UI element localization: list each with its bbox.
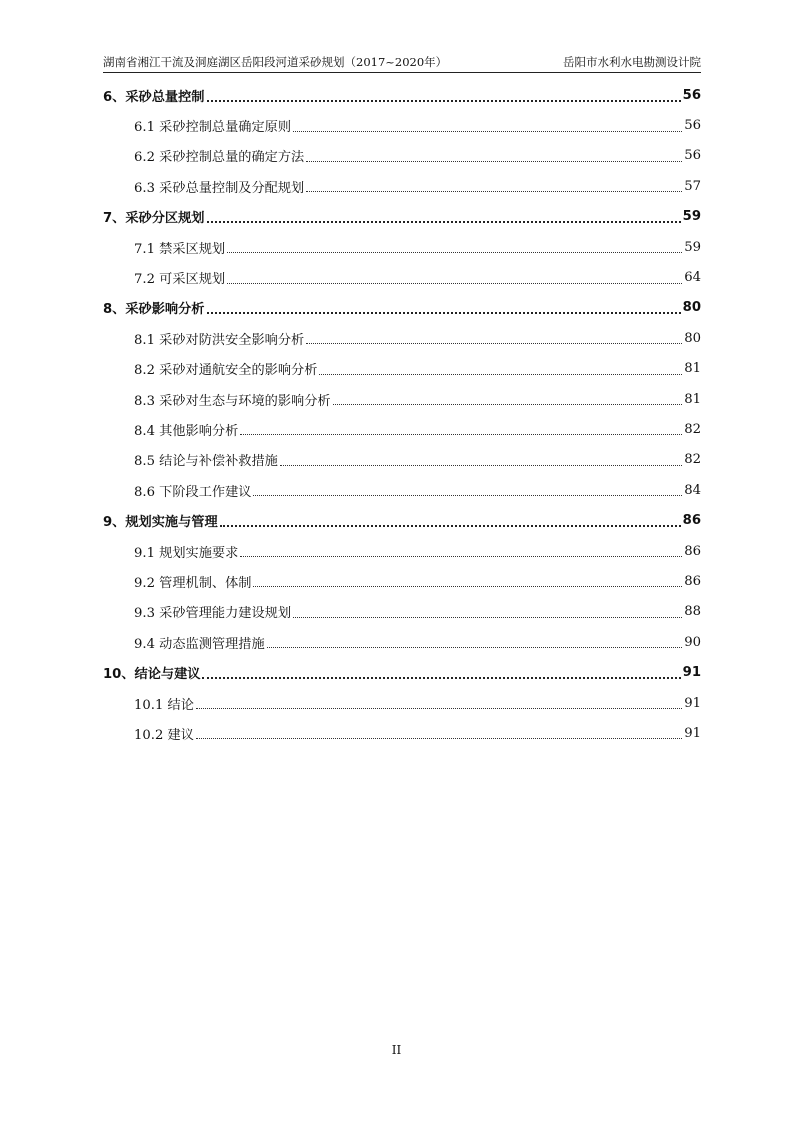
- toc-chapter-entry[interactable]: [103, 202, 701, 232]
- toc-entry-page: 91: [684, 695, 701, 711]
- toc-entry-title: 8.5 结论与补偿补救措施: [134, 454, 278, 470]
- toc-section-entry[interactable]: [103, 110, 701, 140]
- toc-section-entry[interactable]: [103, 171, 701, 201]
- toc-section-entry[interactable]: [103, 354, 701, 384]
- toc-entry-page: 56: [684, 118, 701, 134]
- toc-entry-page: 84: [684, 482, 701, 498]
- toc-entry-page: 56: [684, 148, 701, 164]
- toc-section-entry[interactable]: [103, 688, 701, 718]
- toc-entry-title: 10.1 结论: [134, 697, 194, 713]
- toc-entry-page: 80: [682, 300, 701, 316]
- toc-entry-page: 90: [684, 634, 701, 650]
- toc-dot-leader: [196, 737, 682, 739]
- toc-chapter-entry[interactable]: [103, 505, 701, 535]
- toc-dot-leader: [293, 130, 682, 132]
- toc-entry-title: 10.2 建议: [134, 727, 194, 743]
- toc-entry-title: 7、采砂分区规划: [103, 211, 205, 227]
- toc-entry-title: 9.2 管理机制、体制: [134, 575, 252, 591]
- toc-entry-page: 64: [684, 270, 701, 286]
- toc-entry-title: 8.6 下阶段工作建议: [134, 484, 252, 500]
- toc-entry-page: 81: [684, 361, 701, 377]
- toc-entry-title: 6.3 采砂总量控制及分配规划: [134, 180, 305, 196]
- toc-entry-title: 6.1 采砂控制总量确定原则: [134, 120, 292, 136]
- toc-dot-leader: [220, 524, 681, 527]
- toc-dot-leader: [333, 403, 683, 405]
- toc-chapter-entry[interactable]: [103, 293, 701, 323]
- toc-dot-leader: [227, 282, 682, 284]
- toc-entry-title: 7.2 可采区规划: [134, 272, 226, 288]
- toc-dot-leader: [267, 646, 683, 648]
- toc-entry-title: 8.4 其他影响分析: [134, 423, 239, 439]
- toc-entry-page: 91: [684, 725, 701, 741]
- toc-section-entry[interactable]: [103, 475, 701, 505]
- toc-entry-page: 88: [684, 604, 701, 620]
- toc-entry-page: 82: [684, 452, 701, 468]
- toc-chapter-entry[interactable]: [103, 80, 701, 110]
- toc-entry-title: 8.3 采砂对生态与环境的影响分析: [134, 393, 331, 409]
- toc-entry-page: 59: [684, 239, 701, 255]
- toc-dot-leader: [280, 464, 682, 466]
- toc-chapter-entry[interactable]: [103, 657, 701, 687]
- toc-section-entry[interactable]: [103, 597, 701, 627]
- toc-dot-leader: [306, 190, 682, 192]
- toc-dot-leader: [202, 676, 680, 679]
- toc-entry-title: 8、采砂影响分析: [103, 302, 205, 318]
- toc-section-entry[interactable]: [103, 627, 701, 657]
- toc-entry-title: 8.1 采砂对防洪安全影响分析: [134, 332, 305, 348]
- toc-dot-leader: [240, 555, 682, 557]
- page-header: [103, 55, 701, 73]
- toc-entry-title: 10、结论与建议: [103, 667, 201, 683]
- toc-entry-page: 57: [684, 178, 701, 194]
- toc-dot-leader: [253, 494, 682, 496]
- toc-dot-leader: [293, 616, 682, 618]
- toc-entry-title: 8.2 采砂对通航安全的影响分析: [134, 363, 318, 379]
- toc-entry-page: 86: [684, 543, 701, 559]
- toc-entry-page: 91: [682, 665, 701, 681]
- toc-section-entry[interactable]: [103, 718, 701, 748]
- toc-entry-page: 86: [684, 573, 701, 589]
- toc-dot-leader: [319, 373, 682, 375]
- toc-dot-leader: [207, 99, 681, 102]
- toc-dot-leader: [240, 433, 682, 435]
- toc-entry-title: 6.2 采砂控制总量的确定方法: [134, 150, 305, 166]
- toc-entry-page: 80: [684, 330, 701, 346]
- toc-section-entry[interactable]: [103, 536, 701, 566]
- toc-entry-page: 82: [684, 421, 701, 437]
- toc-section-entry[interactable]: [103, 232, 701, 262]
- toc-section-entry[interactable]: [103, 445, 701, 475]
- header-document-title: 湖南省湘江干流及洞庭湖区岳阳段河道采砂规划（2017~2020年）: [103, 55, 448, 69]
- toc-dot-leader: [306, 342, 682, 344]
- table-of-contents: [103, 80, 701, 749]
- toc-entry-title: 9.1 规划实施要求: [134, 545, 239, 561]
- toc-entry-title: 9.4 动态监测管理措施: [134, 636, 265, 652]
- toc-dot-leader: [207, 311, 681, 314]
- toc-section-entry[interactable]: [103, 262, 701, 292]
- toc-dot-leader: [253, 585, 682, 587]
- toc-entry-page: 86: [682, 513, 701, 529]
- page-number: II: [391, 1043, 402, 1057]
- toc-dot-leader: [227, 251, 682, 253]
- toc-entry-page: 56: [682, 87, 701, 103]
- toc-section-entry[interactable]: [103, 566, 701, 596]
- toc-entry-page: 59: [682, 209, 701, 225]
- toc-entry-title: 6、采砂总量控制: [103, 89, 205, 105]
- toc-entry-title: 9、规划实施与管理: [103, 515, 218, 531]
- toc-section-entry[interactable]: [103, 323, 701, 353]
- toc-dot-leader: [306, 160, 682, 162]
- toc-entry-title: 9.3 采砂管理能力建设规划: [134, 606, 292, 622]
- toc-section-entry[interactable]: [103, 141, 701, 171]
- toc-entry-title: 7.1 禁采区规划: [134, 241, 226, 257]
- header-organization: 岳阳市水利水电勘测设计院: [563, 55, 701, 69]
- toc-dot-leader: [207, 220, 681, 223]
- toc-section-entry[interactable]: [103, 384, 701, 414]
- toc-dot-leader: [196, 707, 682, 709]
- toc-section-entry[interactable]: [103, 414, 701, 444]
- toc-entry-page: 81: [684, 391, 701, 407]
